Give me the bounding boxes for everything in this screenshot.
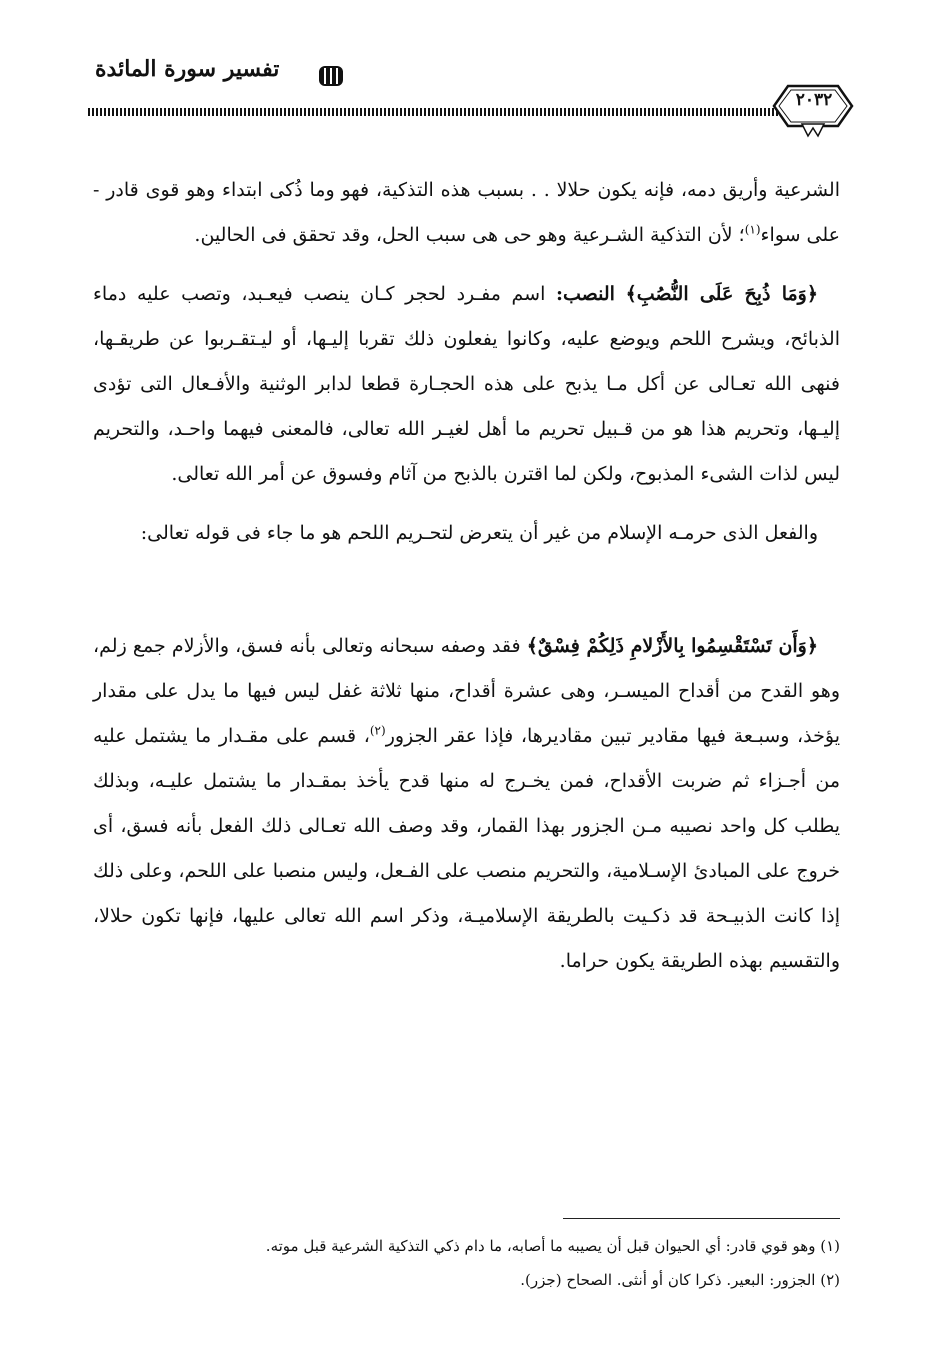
- header-rule: [88, 108, 778, 116]
- footnotes: [93, 1229, 840, 1297]
- footnote: (٢) الجزور: البعير. ذكرا كان أو أنثى. الصحاح (جزر).: [520, 1271, 840, 1289]
- footnote-rule: [563, 1218, 840, 1219]
- footnote-ref: (١): [744, 222, 761, 237]
- main-text: [93, 168, 840, 998]
- term-heading: النصب:: [555, 283, 615, 305]
- page-number: ٢٠٣٢: [795, 90, 833, 110]
- quran-verse: ﴿وَمَا ذُبِحَ عَلَى النُّصُبِ﴾: [625, 283, 818, 305]
- header-ornament-icon: [316, 64, 346, 88]
- paragraph: ﴿وَأَن تَسْتَقْسِمُوا بِالأَزْلامِ ذَلِكُمْ فِسْقٌ﴾ فقد وصفه سبحانه وتعالى بأنه فسق، والأزلام جمع زلم، وهو القدح من أقداح الميسـر، وهى عشرة أقداح، منها ثلاثة غفل ليس فيها ما يدل على مقدار يؤخذ، وسبـعة فيها مقادير تبين مقاديرها، فإذا عقر الجزور$^{(٢)}$، قسم على مقـدار ما يشتمل عليه من أجـزاء ثم ضربت الأقداح، فمن يخـرج له منها قدح يأخذ بمقـدار ما يشتمل عليـه، وبذلك يطلب كل واحد نصيبه مـن الجزور بهذا القمار، وقد وصف الله تعـالى ذلك الفعل بأنه فسق، أى خروج على المبادئ الإسـلامية، والتحريم منصب على الفـعل، وليس منصبا على اللحم، وعلى ذلك إذا كانت الذبيـحة قد ذكـيت بالطريقة الإسلاميـة، وذكر اسم الله تعالى عليها، فإنها تكون حلالا، والتقسيم بهذه الطريقة يكون حراما.: [93, 635, 840, 972]
- paragraph: والفعل الذى حرمـه الإسلام من غير أن يتعرض لتحـريم اللحم هو ما جاء فى قوله تعالى:: [140, 522, 818, 544]
- footnote: (١) وهو قوي قادر: أي الحيوان قبل أن يصيبه ما أصابه، ما دام ذكي التذكية الشرعية قبل موته.: [265, 1237, 840, 1255]
- running-title: تفسير سورة المائدة: [95, 56, 280, 82]
- footnote-ref: (٢): [369, 723, 386, 738]
- paragraph: ﴿وَمَا ذُبِحَ عَلَى النُّصُبِ﴾ النصب: اسم مفـرد لحجر كـان ينصب فيعـبد، وتصب عليه دماء الذبائح، ويشرح اللحم ويوضع عليه، وكانوا يفعلون ذلك تقربا إليـها، أو ليـتقـربوا عن طريقـها، فنهى الله تعـالى عن أكل مـا يذبح على هذه الحجـارة قطعا لدابر الوثنية والأفـعال التى تؤدى إليـها، وتحريم هذا هو من قـبيل تحريم ما أهل لغيـر الله تعالى، فالمعنى فيهما واحـد، والتحريم ليس لذات الشىء المذبوح، ولكن لما اقترن بالذبح من آثام وفسوق عن أمر الله تعالى.: [93, 283, 840, 485]
- quran-verse: ﴿وَأَن تَسْتَقْسِمُوا بِالأَزْلامِ ذَلِكُمْ فِسْقٌ﴾: [526, 635, 818, 657]
- paragraph: الشرعية وأريق دمه، فإنه يكون حلالا . . بسبب هذه التذكية، فهو وما ذُكى ابتداء وهو قوى قادر - على سواء$^{(١)}$؛ لأن التذكية الشـرعية وهو حى هى سبب الحل، وقد تحقق فى الحالين.: [93, 179, 840, 246]
